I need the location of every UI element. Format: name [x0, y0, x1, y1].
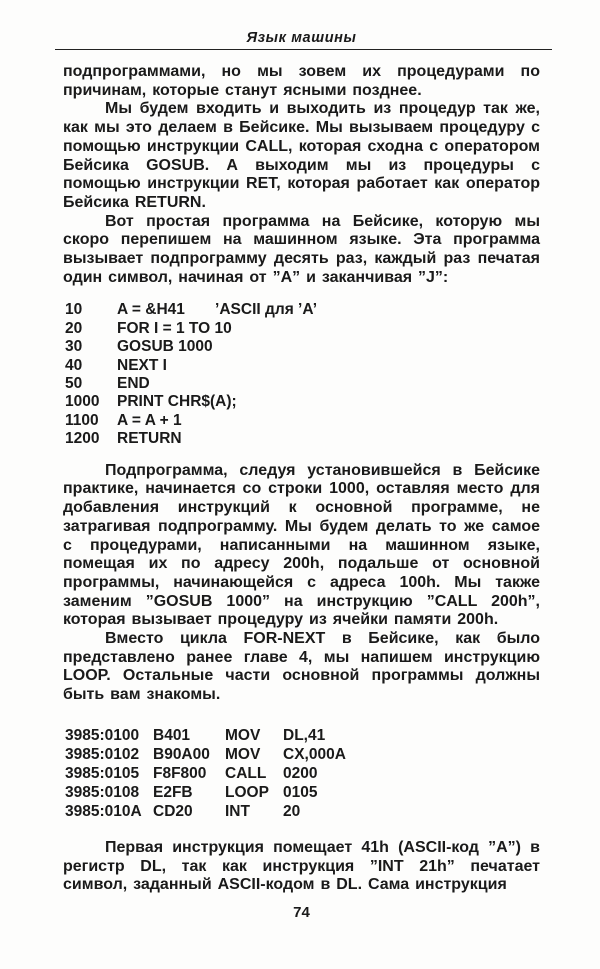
line-code: RETURN [117, 430, 182, 448]
asm-address: 3985:0102 [65, 745, 140, 763]
basic-listing-row [65, 375, 540, 393]
basic-listing-row [65, 412, 540, 430]
line-number: 10 [65, 301, 83, 319]
asm-operands: 0200 [283, 764, 318, 782]
asm-bytes: B90A00 [153, 745, 210, 763]
paragraph-call-ret: Мы будем входить и выходить из процедур так же, как мы это делаем в Бейсике. Мы вызываем процедуру с помощью инструкции CALL, которая сходна с оператором Бейсика GOSUB. А выходим мы из процедуры с помощью инструкции RET, которая работает как оператор Бейсика RETURN. [63, 100, 540, 211]
assembly-listing-row [65, 802, 540, 821]
line-number: 30 [65, 338, 83, 356]
line-number: 1000 [65, 393, 100, 411]
assembly-listing-row [65, 745, 540, 764]
paragraph-subroutine: Подпрограмма, следуя установившейся в Бейсике практике, начинается со строки 1000, оставляя место для добавления инструкций к основной программе, не затрагивая подпрограмму. Мы будем делать то же самое с процедурами, написанными на машинном языке, помещая их по адресу 200h, подальше от основной программы, начинающейся с адреса 100h. Мы также заменим ”GOSUB 1000” на инструкцию ”CALL 200h”, которая вызывает процедуру из ячейки памяти 200h. [63, 461, 540, 629]
line-code: NEXT I [117, 356, 167, 374]
line-number: 1100 [65, 411, 99, 429]
basic-listing-row [65, 393, 540, 411]
assembly-listing-row [65, 783, 540, 802]
assembly-listing-row [65, 764, 540, 783]
paragraph-first-instruction: Первая инструкция помещает 41h (ASCII-код ”А”) в регистр DL, так как инструкция ”INT 21h” печатает символ, заданный ASCII-кодом в DL. Сама инструкция [63, 838, 540, 894]
line-number: 50 [65, 375, 83, 393]
asm-address: 3985:010A [65, 802, 142, 820]
basic-listing-row [65, 430, 540, 448]
paragraph-continuation: подпрограммами, но мы зовем их процедурами по причинам, которые станут ясными позднее. [63, 63, 540, 99]
asm-operands: DL,41 [283, 726, 326, 744]
line-code: FOR I = 1 TO 10 [117, 319, 232, 337]
asm-mnemonic: LOOP [225, 783, 269, 801]
asm-address: 3985:0100 [65, 726, 140, 744]
basic-listing [65, 301, 540, 448]
asm-bytes: B401 [153, 726, 191, 744]
line-number: 40 [65, 356, 83, 374]
line-number: 20 [65, 319, 83, 337]
asm-bytes: F8F800 [153, 764, 207, 782]
paragraph-loop: Вместо цикла FOR-NEXT в Бейсике, как было представлено ранее главе 4, мы напишем инструкцию LOOP. Остальные части основной программы должны быть вам знакомы. [63, 630, 540, 704]
asm-address: 3985:0108 [65, 783, 140, 801]
asm-address: 3985:0105 [65, 764, 140, 782]
line-code: A = A + 1 [117, 411, 182, 429]
header-rule [55, 49, 552, 50]
paragraph-basic-intro: Вот простая программа на Бейсике, которую мы скоро перепишем на машинном языке. Эта программа вызывает подпрограмму десять раз, каждый раз печатая один символ, начиная от ”А” и заканчивая ”J”: [63, 212, 540, 286]
asm-mnemonic: CALL [225, 764, 267, 782]
assembly-listing [65, 726, 540, 821]
page-number: 74 [293, 903, 310, 921]
running-head-title: Язык машины [246, 30, 357, 46]
line-code: END [117, 375, 150, 393]
line-number: 1200 [65, 430, 100, 448]
asm-mnemonic: MOV [225, 745, 261, 763]
asm-mnemonic: MOV [225, 726, 261, 744]
asm-bytes: CD20 [153, 802, 193, 820]
basic-listing-row [65, 320, 540, 338]
asm-operands: 0105 [283, 783, 318, 801]
basic-listing-row [65, 357, 540, 375]
line-code: GOSUB 1000 [117, 338, 213, 356]
asm-operands: CX,000A [283, 745, 346, 763]
asm-operands: 20 [283, 802, 301, 820]
asm-bytes: E2FB [153, 783, 193, 801]
line-code: PRINT CHR$(A); [117, 393, 237, 411]
basic-listing-row [65, 338, 540, 356]
basic-listing-row [65, 301, 540, 319]
line-code: A = &H41 ’ASCII для ’A’ [117, 301, 317, 319]
asm-mnemonic: INT [225, 802, 250, 820]
assembly-listing-row [65, 726, 540, 745]
